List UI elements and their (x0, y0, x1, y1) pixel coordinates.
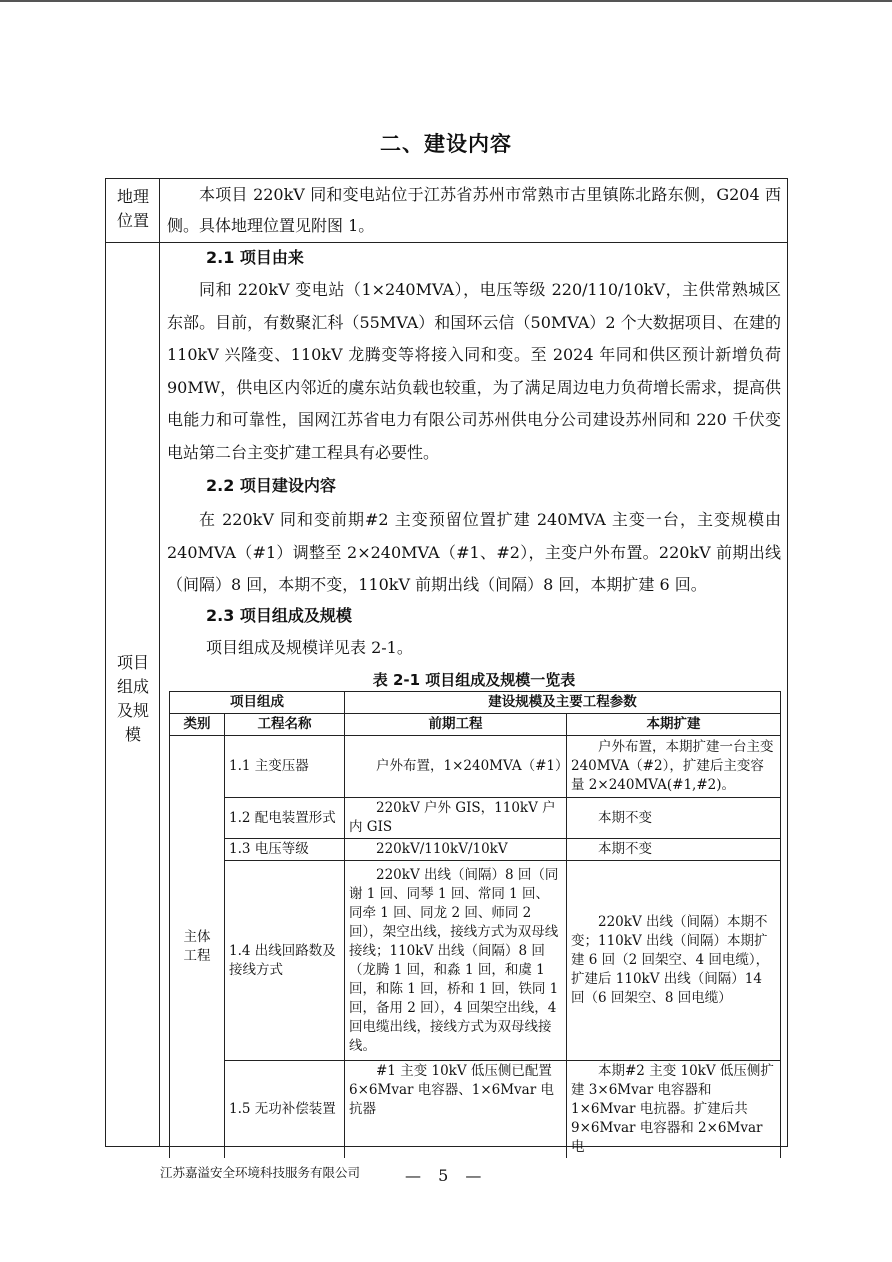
location-header: 地理位置 (116, 187, 149, 230)
row-curr: 220kV 出线（间隔）本期不变；110kV 出线（间隔）本期扩建 6 回（2 回架空、4 回电缆），扩建后 110kV 出线（间隔）14 回（6 回架空、8 回电缆） (567, 861, 781, 1061)
row-name: 1.5 无功补偿装置 (225, 1061, 345, 1159)
table-row (170, 861, 781, 1061)
composition-table (169, 691, 781, 1158)
footer-company: 江苏嘉溢安全环境科技服务有限公司 (160, 1165, 361, 1180)
paragraph-2-3: 项目组成及规模详见表 2-1。 (206, 638, 413, 657)
table-row (170, 736, 781, 798)
header-curr: 本期扩建 (567, 714, 781, 736)
content-table (105, 178, 788, 1155)
header-name: 工程名称 (225, 714, 345, 736)
table-caption: 表 2-1 项目组成及规模一览表 (372, 671, 576, 689)
header-category: 类别 (170, 714, 225, 736)
row-name: 1.4 出线回路数及接线方式 (225, 861, 345, 1061)
column-divider (159, 179, 160, 1146)
row-name: 1.2 配电装置形式 (225, 798, 345, 839)
row-curr: 本期#2 主变 10kV 低压侧扩建 3×6Mvar 电容器和 1×6Mvar 电抗器。扩建后共 9×6Mvar 电容器和 2×6Mvar 电 (567, 1061, 781, 1159)
page-number: — 5 — (405, 1166, 488, 1185)
category-cell: 主体工程 (170, 736, 225, 1159)
location-text: 本项目 220kV 同和变电站位于江苏省苏州市常熟市古里镇陈北路东侧，G204 西侧。具体地理位置见附图 1。 (167, 185, 781, 235)
table-row (170, 798, 781, 839)
paragraph-2-1: 同和 220kV 变电站（1×240MVA），电压等级 220/110/10kV，主供常熟城区东部。目前，有数聚汇科（55MVA）和国环云信（50MVA）2 个大数据项目、在建的 110kV 兴隆变、110kV 龙腾变等将接入同和变。至 2024 年同和供区预计新增负荷 90MW，供电区内邻近的虞东站负载也较重，为了满足周边电力负荷增长需求，提高供电能力和可靠性，国网江苏省电力有限公司苏州供电分公司建设苏州同和 220 千伏变电站第二台主变扩建工程具有必要性。 (167, 280, 781, 462)
header-prev: 前期工程 (345, 714, 567, 736)
row-prev: 户外布置，1×240MVA（#1） (345, 736, 567, 798)
header-group-composition: 项目组成 (170, 692, 345, 714)
header-group-params: 建设规模及主要工程参数 (345, 692, 781, 714)
row-prev: 220kV/110kV/10kV (345, 839, 567, 861)
section-title: 二、建设内容 (380, 132, 512, 156)
row-name: 1.1 主变压器 (225, 736, 345, 798)
row-prev: #1 主变 10kV 低压侧已配置 6×6Mvar 电容器、1×6Mvar 电抗器 (345, 1061, 567, 1159)
row-curr: 本期不变 (567, 839, 781, 861)
row-name: 1.3 电压等级 (225, 839, 345, 861)
row-curr: 本期不变 (567, 798, 781, 839)
heading-2-2: 2.2 项目建设内容 (206, 476, 336, 495)
heading-2-3: 2.3 项目组成及规模 (206, 606, 352, 625)
composition-header: 项目组成及规模 (116, 653, 149, 744)
page-top-edge (0, 0, 892, 2)
paragraph-2-2: 在 220kV 同和变前期#2 主变预留位置扩建 240MVA 主变一台，主变规模由 240MVA（#1）调整至 2×240MVA（#1、#2），主变户外布置。220kV 前期出线（间隔）8 回，本期不变，110kV 前期出线（间隔）8 回，本期扩建 6 回。 (167, 510, 781, 594)
table-row (170, 839, 781, 861)
row-prev: 220kV 户外 GIS，110kV 户内 GIS (345, 798, 567, 839)
table-header-row (170, 714, 781, 736)
table-header-row (170, 692, 781, 714)
heading-2-1: 2.1 项目由来 (206, 248, 304, 267)
table-row (170, 1061, 781, 1159)
row-prev: 220kV 出线（间隔）8 回（同谢 1 回、同琴 1 回、常同 1 回、同牵 1 回、同龙 2 回、师同 2 回），架空出线，接线方式为双母线接线；110kV 出线（间隔）8 回（龙腾 1 回，和淼 1 回，和虞 1 回，和陈 1 回，桥和 1 回，铁同 1 回，备用 2 回），4 回架空出线，4 回电缆出线，接线方式为双母线接线。 (345, 861, 567, 1061)
row-curr: 户外布置，本期扩建一台主变 240MVA（#2），扩建后主变容量 2×240MVA(#1,#2)。 (567, 736, 781, 798)
